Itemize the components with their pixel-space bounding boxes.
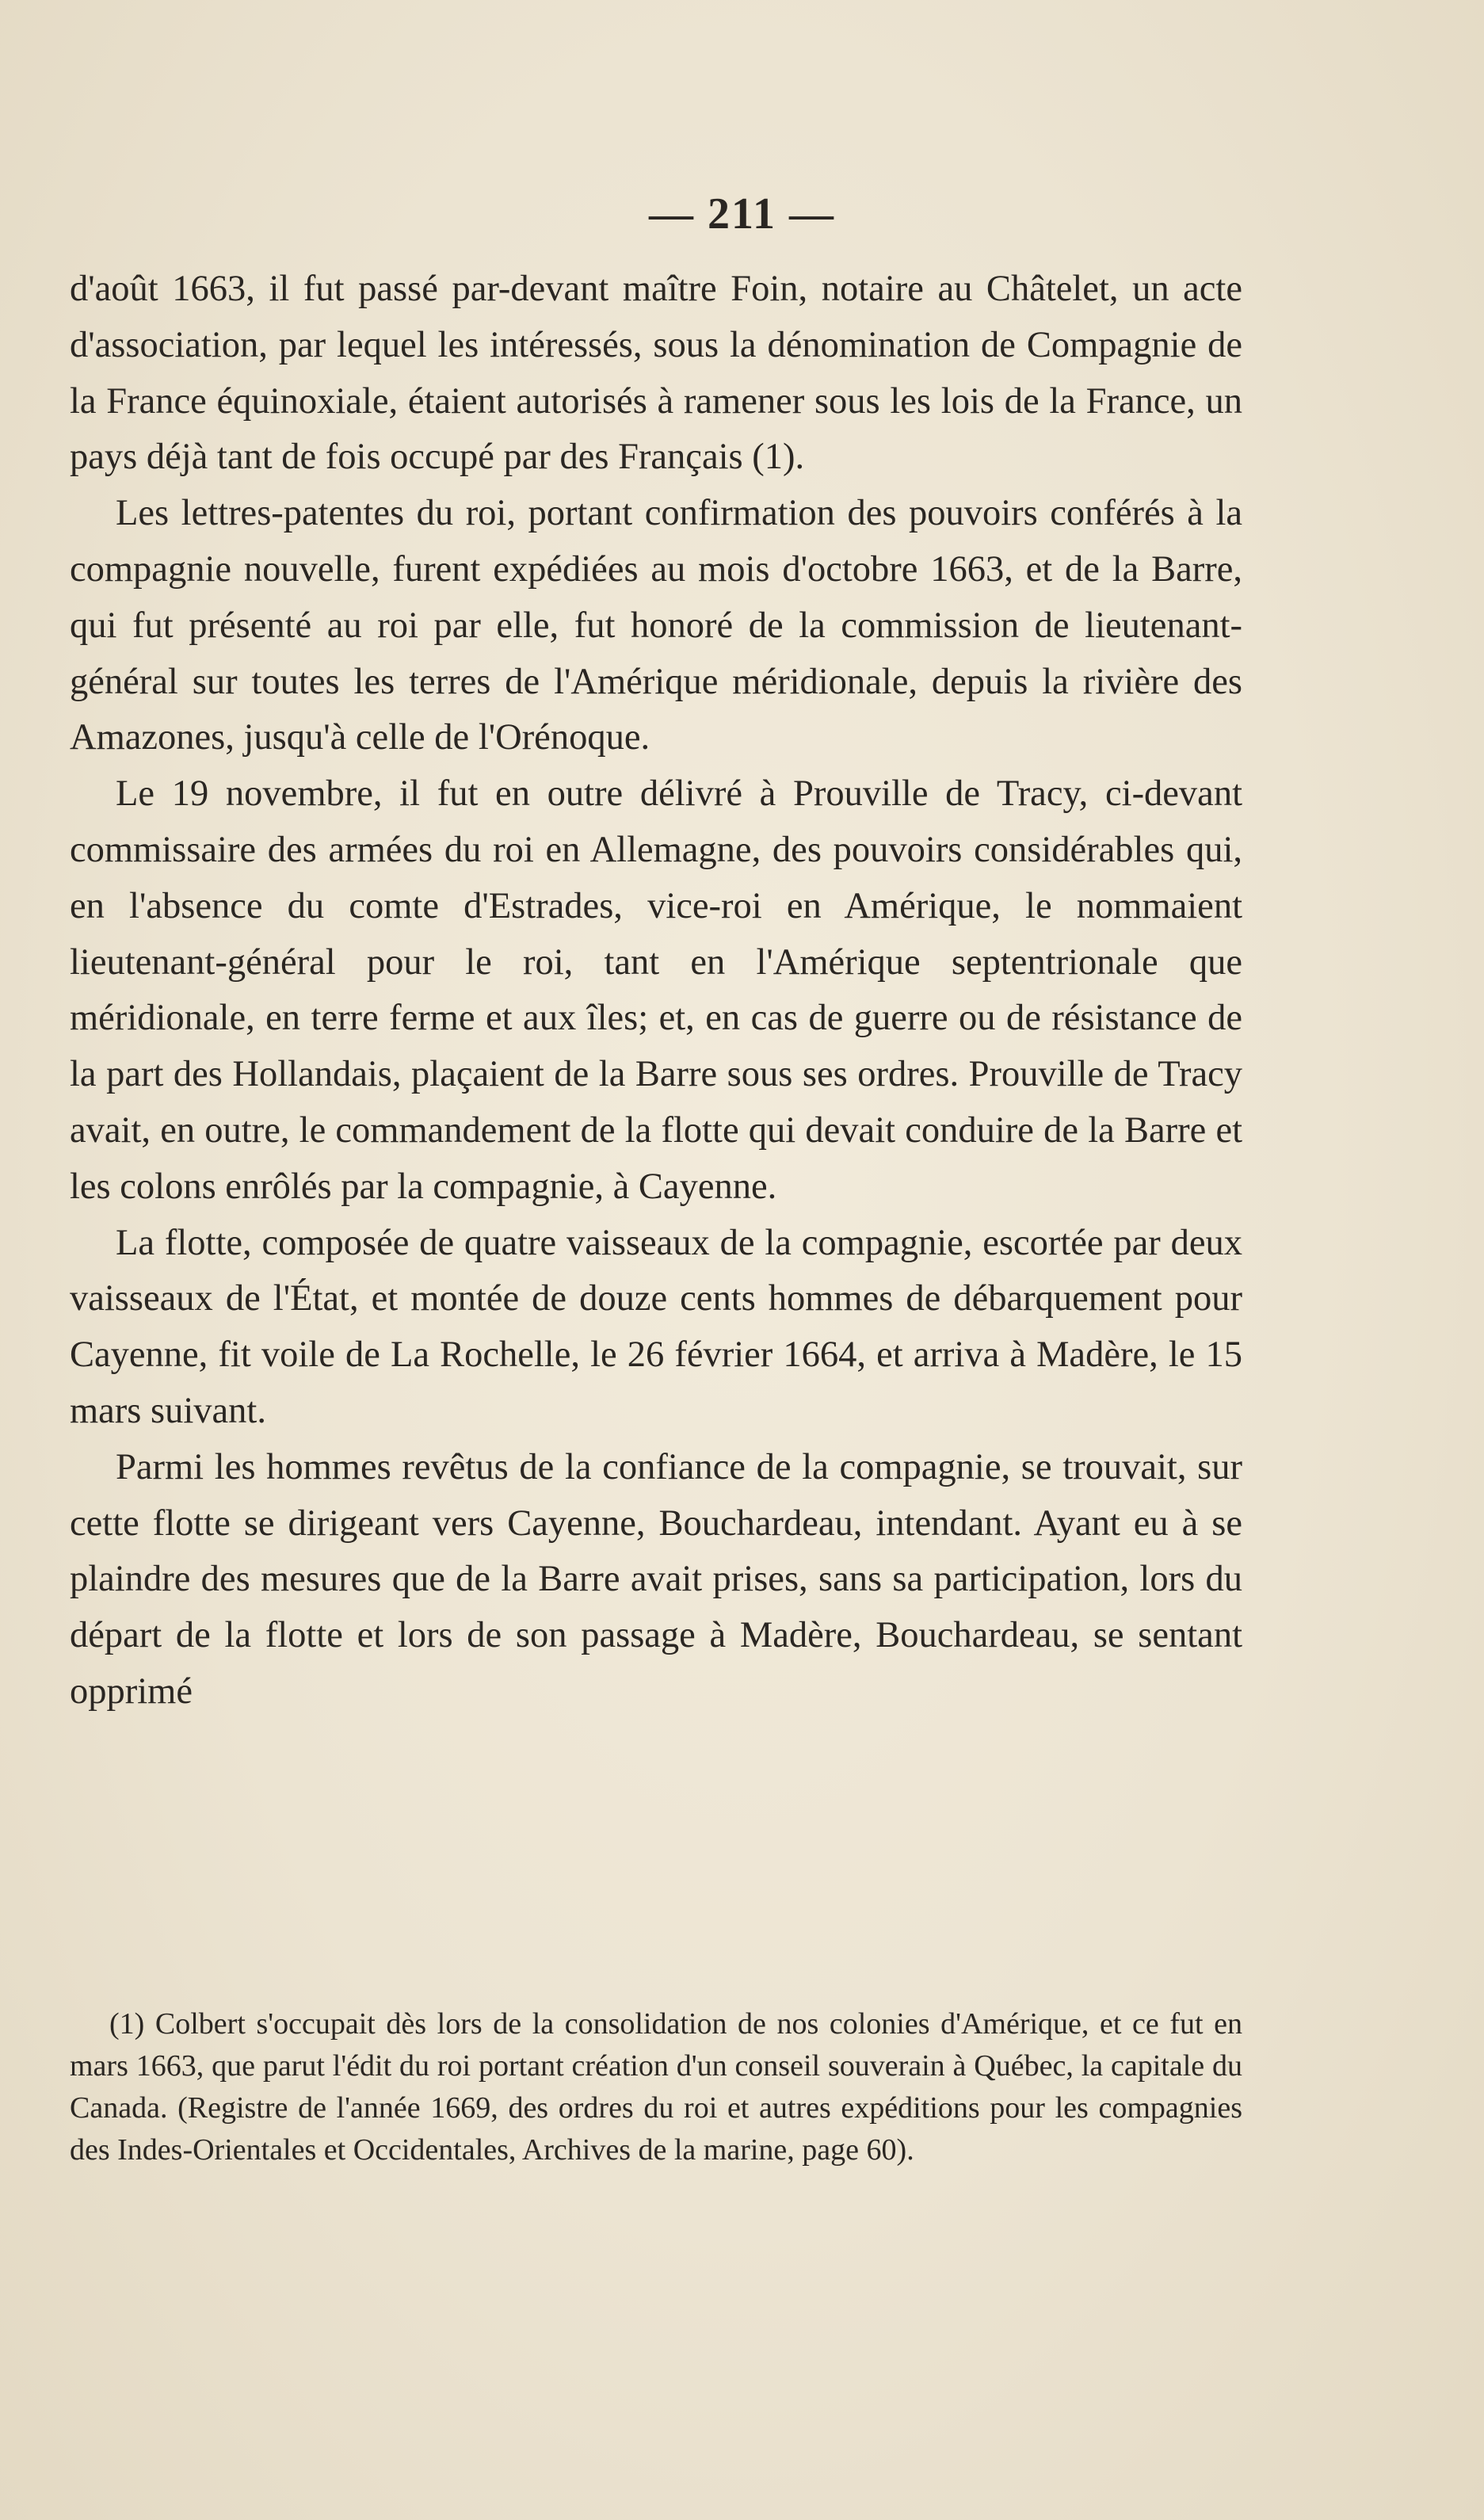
paragraph-1: d'août 1663, il fut passé par-devant maître Foin, notaire au Châtelet, un acte d'association, par lequel les intéressés, sous la dénomination de Compagnie de la France équinoxiale, étaient autorisés à ramener sous les lois de la France, un pays déjà tant de fois occupé par des Français (1).: [70, 269, 1242, 478]
page-number: — 211 —: [649, 189, 835, 239]
paragraph-3: Le 19 novembre, il fut en outre délivré à Prouville de Tracy, ci-devant commissaire des armées du roi en Allemagne, des pouvoirs considérables qui, en l'absence du comte d'Estrades, vice-roi en Amérique, le nommaient lieutenant-général pour le roi, tant en l'Amérique septentrionale que méridionale, en terre ferme et aux îles; et, en cas de guerre ou de résistance de la part des Hollandais, plaçaient de la Barre sous ses ordres. Prouville de Tracy avait, en outre, le commandement de la flotte qui devait conduire de la Barre et les colons enrôlés par la compagnie, à Cayenne.: [70, 773, 1242, 1207]
paragraph-5: Parmi les hommes revêtus de la confiance de la compagnie, se trouvait, sur cette flotte se dirigeant vers Cayenne, Bouchardeau, intendant. Ayant eu à se plaindre des mesures que de la Barre avait prises, sans sa participation, lors du départ de la flotte et lors de son passage à Madère, Bouchardeau, se sentant opprimé: [70, 1446, 1242, 1712]
footnote-text: (1) Colbert s'occupait dès lors de la consolidation de nos colonies d'Amérique, et ce fut en mars 1663, que parut l'édit du roi portant création d'un conseil souverain à Québec, la capitale du Canada. (Registre de l'année 1669, des ordres du roi et autres expéditions pour les compagnies des Indes-Orientales et Occidentales, Archives de la marine, page 60).: [70, 2007, 1242, 2167]
paragraph-4: La flotte, composée de quatre vaisseaux de la compagnie, escortée par deux vaisseaux de l'État, et montée de douze cents hommes de débarquement pour Cayenne, fit voile de La Rochelle, le 26 février 1664, et arriva à Madère, le 15 mars suivant.: [70, 1222, 1242, 1431]
footnote: [70, 2003, 1242, 2171]
body-text: [70, 262, 1242, 1720]
paragraph-2: Les lettres-patentes du roi, portant confirmation des pouvoirs conférés à la compagnie nouvelle, furent expédiées au mois d'octobre 1663, et de la Barre, qui fut présenté au roi par elle, fut honoré de la commission de lieutenant-général sur toutes les terres de l'Amérique méridionale, depuis la rivière des Amazones, jusqu'à celle de l'Orénoque.: [70, 493, 1242, 758]
